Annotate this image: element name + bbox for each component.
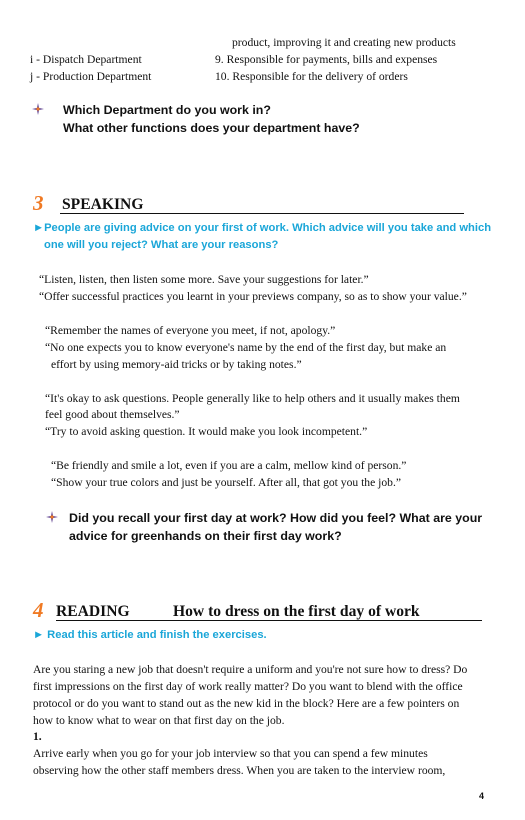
advice-2a: “Remember the names of everyone you meet, if not, apology.” [45, 324, 336, 337]
dept-question-1: Which Department do you work in? [63, 103, 271, 117]
reading-subtitle: How to dress on the first day of work [173, 603, 420, 620]
reading-para-1-line-1: Are you staring a new job that doesn't require a uniform and you're not sure how to dress? Do [33, 663, 468, 676]
reading-heading-rule [56, 620, 482, 621]
page-number: 4 [479, 791, 485, 801]
speaking-instruction-line-1: ►People are giving advice on your first of work. Which advice will you take and which [33, 222, 492, 234]
reading-para-1-line-3: protocol or do you want to stand out as the new kid in the block? Here are a few pointers on [33, 697, 460, 710]
speaking-instruction-line-2: one will you reject? What are your reasons? [44, 239, 279, 251]
advice-4b: “Show your true colors and just be yourself. After all, that got you the job.” [51, 476, 401, 489]
speaking-heading-rule [60, 213, 464, 214]
advice-1a: “Listen, listen, then listen some more. Save your suggestions for later.” [39, 273, 369, 286]
reading-para-1-line-2: first impressions on the first day of work really matter? Do you want to blend with the office [33, 680, 463, 693]
section-title-reading: READING [56, 603, 130, 620]
reading-para-1-line-4: how to know what to wear on that first day on the job. [33, 714, 285, 727]
dept-function-10: 10. Responsible for the delivery of orders [215, 70, 408, 83]
dept-item-j: j - Production Department [30, 70, 152, 83]
advice-3b: “Try to avoid asking question. It would make you look incompetent.” [45, 425, 368, 438]
speaking-question-line-1: Did you recall your first day at work? How did you feel? What are your [69, 511, 483, 525]
dept-function-9: 9. Responsible for payments, bills and expenses [215, 53, 438, 66]
dept-list-continuation: product, improving it and creating new products [232, 36, 456, 49]
reading-para-2-line-2: observing how the other staff members dress. When you are taken to the interview room, [33, 764, 446, 777]
advice-2b-line-2: effort by using memory-aid tricks or by taking notes.” [51, 358, 302, 371]
advice-4a: “Be friendly and smile a lot, even if you are a calm, mellow kind of person.” [51, 459, 407, 472]
advice-3a-line-1: “It's okay to ask questions. People generally like to help others and it usually makes them [45, 392, 460, 405]
star-bullet-icon [32, 103, 44, 115]
reading-para-2-line-1: Arrive early when you go for your job interview so that you can spend a few minutes [33, 747, 428, 760]
speaking-question-line-2: advice for greenhands on their first day work? [69, 529, 342, 543]
star-bullet-icon [46, 511, 58, 523]
section-number-reading: 4 [33, 598, 44, 622]
advice-2b-line-1: “No one expects you to know everyone's name by the end of the first day, but make an [45, 341, 447, 354]
section-title-speaking: SPEAKING [62, 196, 144, 213]
advice-3a-line-2: feel good about themselves.” [45, 408, 180, 421]
dept-question-2: What other functions does your department have? [63, 121, 360, 135]
reading-item-number: 1. [33, 730, 42, 743]
advice-1b: “Offer successful practices you learnt in your previews company, so as to show your value.” [39, 290, 467, 303]
reading-instruction: ► Read this article and finish the exercises. [33, 629, 267, 641]
section-number-speaking: 3 [33, 191, 44, 215]
dept-item-i: i - Dispatch Department [30, 53, 142, 66]
